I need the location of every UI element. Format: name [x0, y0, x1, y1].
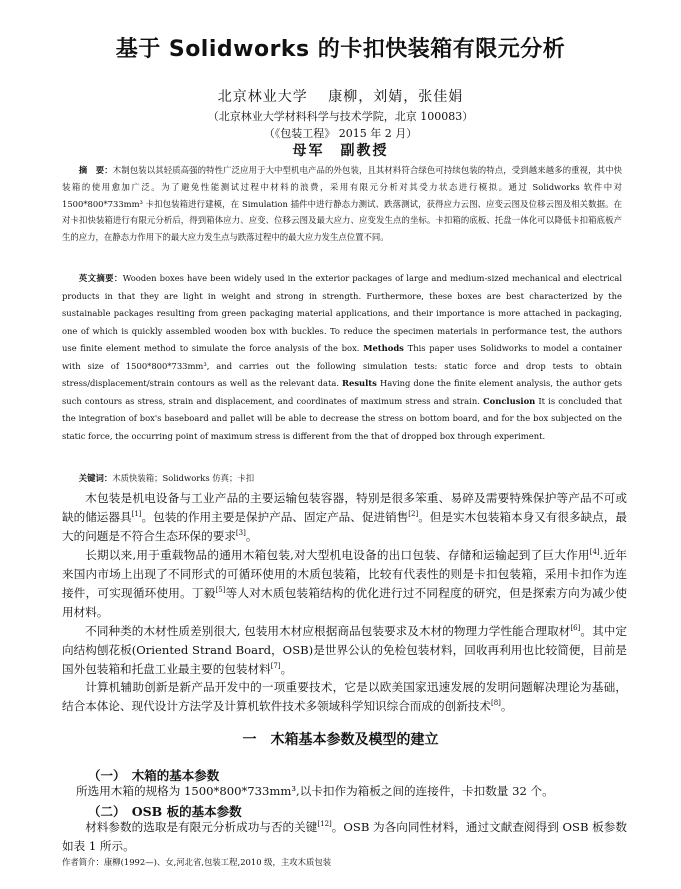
abstract-en-part1: Wooden boxes have been widely used in the exterior packages of large and medium-sized mechanical and electrical products in that they are light in weight and strong in strength. Furthermore, these boxes are best characterized by the sustainable packages resulting from green packaging material applications, and their importance is more attached in packaging, one of which is quickly assembled wooden box with buckles. To reduce the specimen materials in performance test, the authors use finite element method to simulate the force analysis of the box. [62, 273, 623, 353]
keywords-text: 木质快装箱；Solidworks 仿真；卡扣 [112, 473, 255, 483]
author-note: 作者简介：康柳(1992—)、女,河北省,包装工程,2010 级，主攻木质包装 [62, 857, 332, 867]
methods-label: Methods [363, 343, 404, 353]
citation-marker: [12] [317, 820, 332, 829]
abstract-en-label: 英文摘要： [78, 273, 123, 283]
paper-title: 基于 Solidworks 的卡扣快装箱有限元分析 [115, 37, 566, 62]
conclusion-label: Conclusion [482, 395, 536, 406]
abstract-en-part3: Having done the finite element analysis, the author gets such contours as stress, strain and displacement, and coordinates of maximum stress and strain. [62, 378, 622, 406]
body-paragraph-3: 不同种类的木材性质差别很大, 包装用木材应根据商品包装要求及木材的物理力学性能合理取材[6]。其中定向结构刨花板(Oriented Strand Board，OSB)是世界公认的免检包装材料，回收再利用也比较简便，目前是国外包装箱和托盘工业最主要的包装材料[7]。 [62, 624, 627, 676]
abstract-cn-text: 木制包装以其轻质高强的特性广泛应用于大中型机电产品的外包装，且其材料符合绿色可持续包装的特点，受到越来越多的重视，其中快装箱的使用愈加广泛。为了避免性能测试过程中材料的浪费，采用有限元分析对其受力状态进行模拟。通过 Solidworks 软件中对 1500*800*733mm³ 卡扣包装箱进行建模，在 Simulation 插件中进行静态力测试、跌落测试，获得应力云图、应变云图及位移云图及相关数据。在对卡扣快装箱进行有限元分析后，得到箱体应力、应变、位移云图及最大应力、应变发生点的坐标。卡扣箱的底板、托盘一体化可以降低卡扣箱底板产生的应力，在静态力作用下的最大应力发生点与跌落过程中的最大应力发生点位置不同。 [62, 165, 623, 243]
subsection-2-text: 材料参数的选取是有限元分析成功与否的关键[12]。OSB 为各向同性材料，通过文献查阅得到 OSB 板参数如表 1 所示。 [62, 820, 627, 853]
abstract-chinese [62, 162, 622, 246]
results-label: Results [342, 378, 377, 388]
subsection-heading-2: （二） OSB 板的基本参数 [88, 804, 242, 819]
section-heading-1: 一 木箱基本参数及模型的建立 [242, 732, 439, 748]
advisor: 母军 副教授 [292, 143, 389, 159]
citation-marker: [1] [131, 510, 142, 519]
author-line: 北京林业大学 康柳，刘婧，张佳娟 [217, 89, 464, 105]
citation-marker: [7] [270, 662, 281, 671]
citation-marker: [8] [490, 699, 501, 708]
body-paragraph-4: 计算机辅助创新是新产品开发中的一项重要技术，它是以欧美国家迅速发展的发明问题解决理论为基础，结合本体论、现代设计方法学及计算机软件技术多领域科学知识综合而成的创新技术[8]。 [62, 680, 627, 713]
body-paragraph-1: 木包装是机电设备与工业产品的主要运输包装容器，特别是很多笨重、易碎及需要特殊保护等产品不可或缺的储运器具[1]。包装的作用主要是保护产品、固定产品、促进销售[2]。但是实木包装箱本身又有很多缺点，最大的问题是不符合生态环保的要求[3]。 [62, 491, 627, 543]
abstract-english [62, 270, 622, 445]
abstract-en-part2: This paper uses Solidworks to model a container with size of 1500*800*733mm³, and carries out the following simulation tests: static force and drop tests to obtain stress/displacement/strain contours as well as the relevant data. [62, 343, 623, 388]
affiliation: （北京林业大学材料科学与技术学院，北京 100083） [207, 110, 474, 123]
body-paragraph-2: 长期以来,用于重载物品的通用木箱包装,对大型机电设备的出口包装、存储和运输起到了巨大作用[4].近年来国内市场上出现了不同形式的可循环使用的木质包装箱，比较有代表性的则是卡扣包装箱，采用卡扣作为连接件，可实现循环使用。丁毅[5]等人对木质包装箱结构的优化进行过不同程度的研究，但是探索方向为减少使用材料。 [62, 548, 628, 619]
publication-source: （《包装工程》 2015 年 2 月） [263, 127, 418, 140]
citation-marker: [3] [235, 529, 246, 538]
abstract-en-part4: It is concluded that the integration of box's baseboard and pallet will be able to decrease the stress on bottom board, and for the box subjected on the static force, the occurring point of maximum stress is different from the that of dropped box through experiment. [62, 395, 622, 441]
abstract-cn-label: 摘 要： [78, 165, 113, 175]
subsection-heading-1: （一） 木箱的基本参数 [88, 768, 220, 783]
citation-marker: [6] [570, 624, 581, 633]
keywords [62, 472, 622, 484]
citation-marker: [5] [215, 586, 226, 595]
citation-marker: [2] [408, 510, 419, 519]
keywords-label: 关键词： [78, 473, 113, 483]
citation-marker: [4] [589, 548, 600, 557]
subsection-1-text: 所选用木箱的规格为 1500*800*733mm³,以卡扣作为箱板之间的连接件，卡扣数量 32 个。 [76, 784, 554, 798]
